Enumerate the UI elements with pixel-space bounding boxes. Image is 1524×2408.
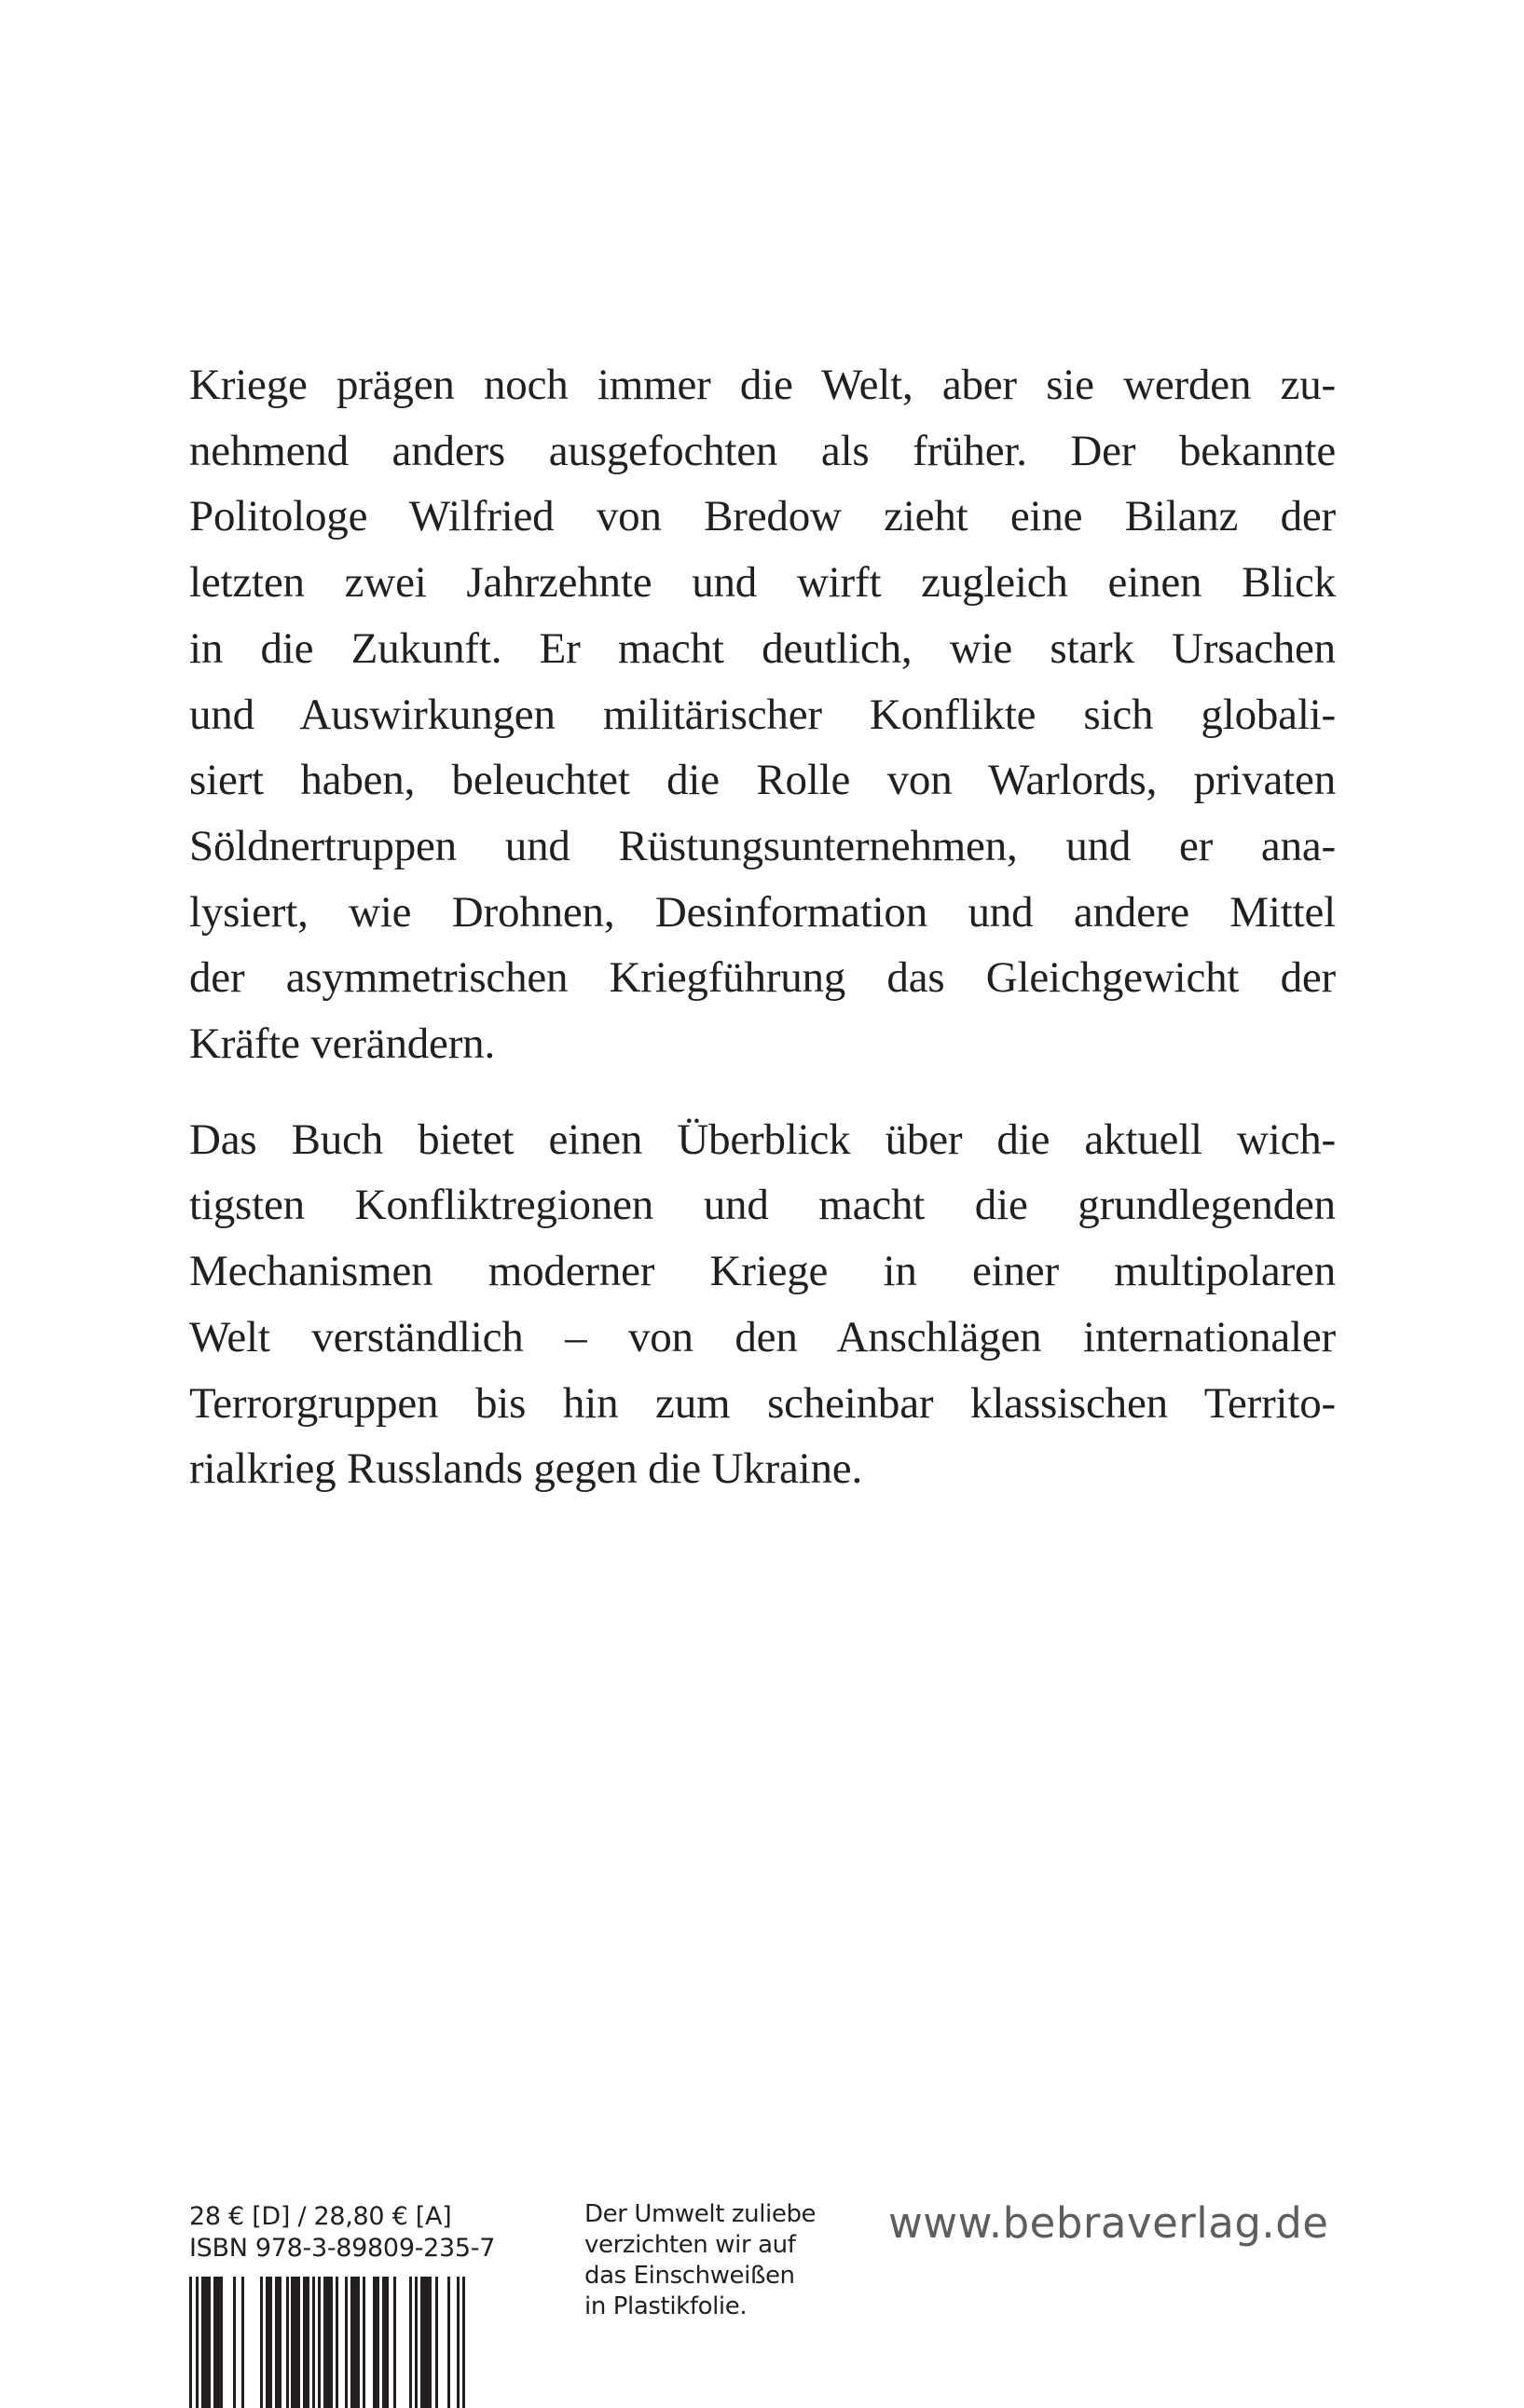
isbn-label: ISBN 978-3-89809-235-7	[189, 2234, 496, 2263]
blurb-line: in die Zukunft. Er macht deutlich, wie stark Ursachen	[189, 623, 1336, 673]
blurb-line: lysiert, wie Drohnen, Desinformation und andere Mittel	[189, 887, 1336, 937]
blurb-line: nehmend anders ausgefochten als früher. Der bekannte	[189, 426, 1336, 475]
blurb-line: der asymmetrischen Kriegführung das Gleichgewicht der	[189, 953, 1336, 1003]
disclaimer-line: das Einschweißen	[584, 2262, 795, 2290]
blurb-line: rialkrieg Russlands gegen die Ukraine.	[189, 1444, 863, 1494]
isbn-barcode	[189, 2277, 515, 2408]
blurb-line: siert haben, beleuchtet die Rolle von Warlords, privaten	[189, 756, 1336, 805]
blurb-paragraph-2	[189, 1107, 1336, 1502]
disclaimer-line: in Plastikfolie.	[584, 2292, 748, 2320]
price-label: 28 € [D] / 28,80 € [A]	[189, 2202, 452, 2231]
blurb-paragraph-1	[189, 352, 1336, 1077]
blurb-line: Das Buch bietet einen Überblick über die aktuell wich-	[189, 1115, 1336, 1164]
disclaimer-line: verzichten wir auf	[584, 2231, 796, 2259]
blurb-line: Terrorgruppen bis hin zum scheinbar klassischen Territo-	[189, 1378, 1336, 1428]
packaging-disclaimer	[584, 2199, 816, 2322]
blurb-line: Politologe Wilfried von Bredow zieht eine Bilanz der	[189, 492, 1336, 541]
blurb-line: Söldnertruppen und Rüstungsunternehmen, und er ana-	[189, 821, 1336, 870]
blurb-line: Mechanismen moderner Kriege in einer multipolaren	[189, 1247, 1336, 1296]
blurb-line: Kräfte verändern.	[189, 1019, 496, 1069]
price-isbn-block	[189, 2201, 495, 2264]
disclaimer-line: Der Umwelt zuliebe	[584, 2200, 817, 2228]
blurb-line: letzten zwei Jahrzehnte und wirft zugleich einen Blick	[189, 558, 1336, 608]
barcode-icon	[189, 2277, 515, 2408]
publisher-website: www.bebraverlag.de	[888, 2198, 1329, 2248]
blurb-line: und Auswirkungen militärischer Konflikte sich globali-	[189, 690, 1336, 739]
blurb-line: tigsten Konfliktregionen und macht die grundlegenden	[189, 1181, 1336, 1230]
blurb-line: Welt verständlich – von den Anschlägen internationaler	[189, 1312, 1336, 1361]
back-cover-blurb	[189, 352, 1336, 1502]
blurb-line: Kriege prägen noch immer die Welt, aber sie werden zu-	[189, 361, 1336, 409]
